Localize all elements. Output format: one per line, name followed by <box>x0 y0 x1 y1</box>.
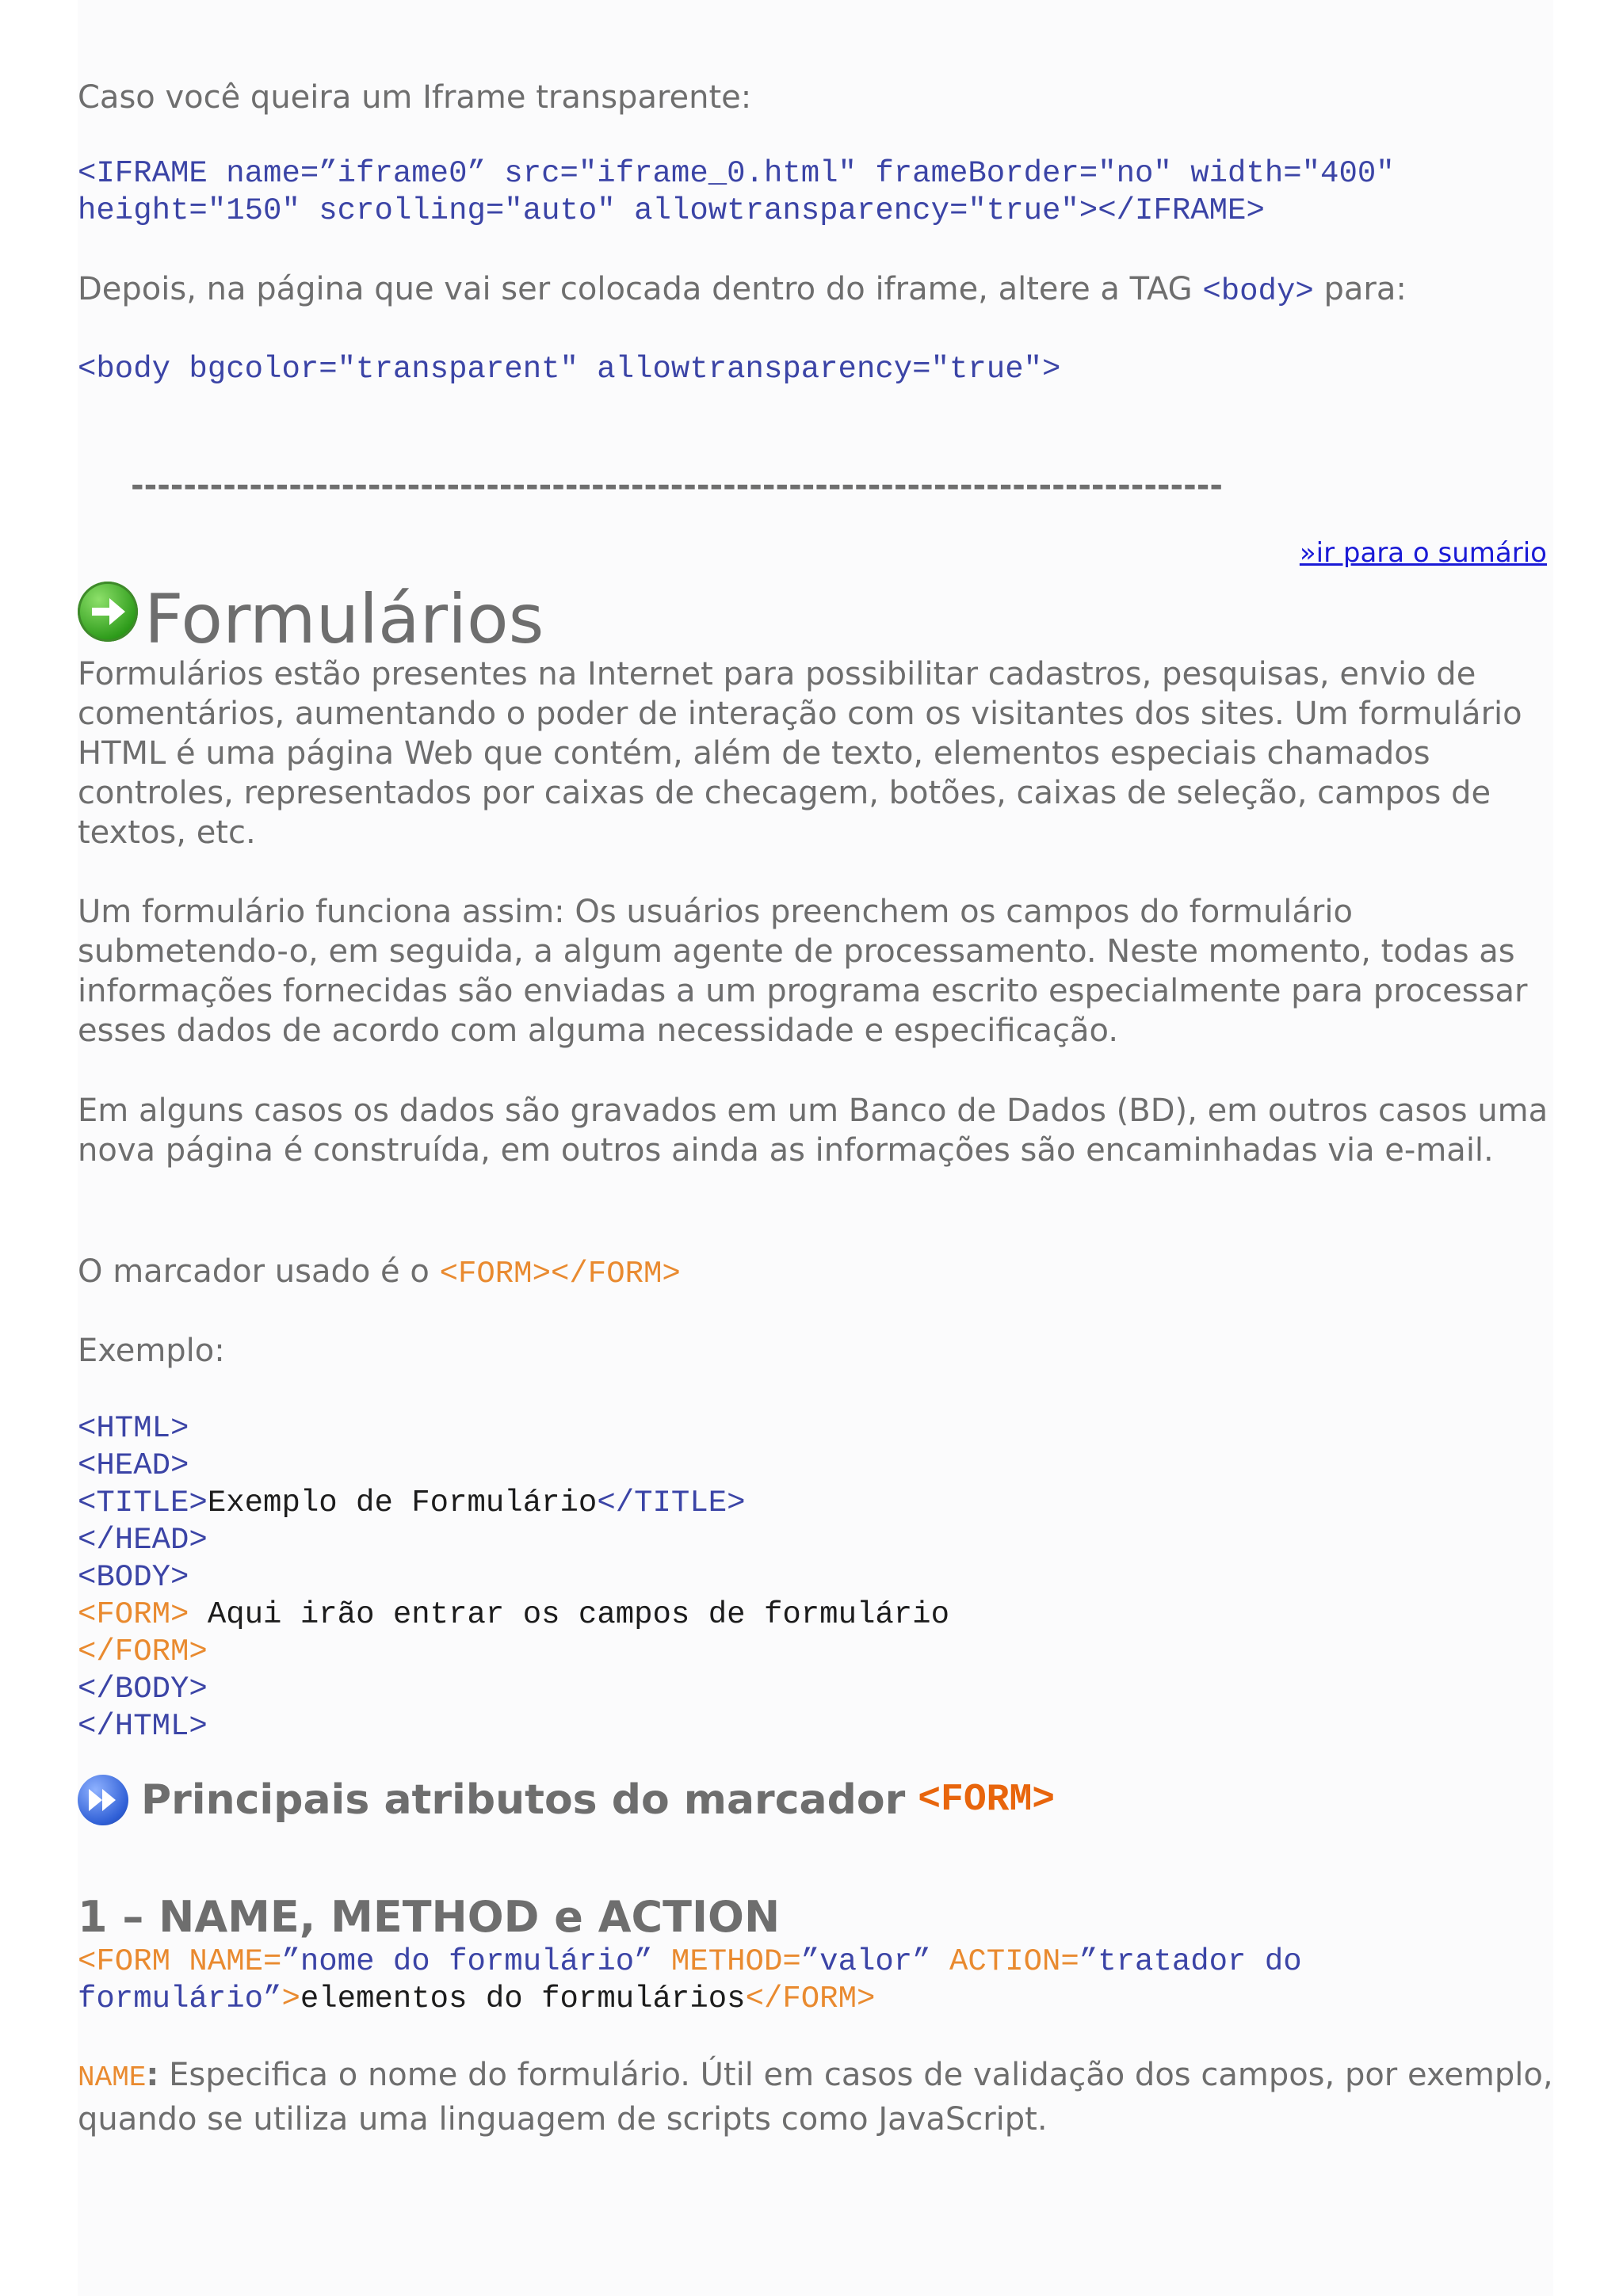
code-form-close: </FORM> <box>78 1634 208 1669</box>
paragraph-data-storage: Em alguns casos os dados são gravados em um Banco de Dados (BD), em outros casos uma nova página é construída, em outros ainda as informações são encaminhadas via e-mail. <box>78 1093 1549 1169</box>
body-tag-instruction <box>78 269 1560 311</box>
code-form-elements-text: elementos do formulários <box>300 1981 746 2016</box>
summary-link[interactable]: »ir para o sumário <box>1299 537 1547 569</box>
code-method-attr: METHOD= <box>652 1944 801 1979</box>
green-arrow-icon <box>78 582 138 642</box>
section2-heading <box>78 1775 1055 1825</box>
section-heading <box>78 572 544 659</box>
page-title: Formulários <box>144 580 544 659</box>
code-body-open: <BODY> <box>78 1560 189 1595</box>
name-colon: : <box>146 2057 159 2093</box>
example-label: Exemplo: <box>78 1333 225 1369</box>
name-attribute-description <box>78 2054 1560 2140</box>
code-title-open: <TITLE> <box>78 1486 208 1520</box>
code-gt: > <box>281 1981 300 2016</box>
form-tag-code: <FORM></FORM> <box>439 1257 681 1291</box>
code-action-value: ”tratador do <box>1079 1944 1302 1979</box>
instruction-suffix: para: <box>1313 271 1407 307</box>
name-description-text: Especifica o nome do formulário. Útil em casos de validação dos campos, por exemplo, quando se utiliza uma linguagem de scripts como JavaScript. <box>78 2057 1553 2138</box>
code-method-value: ”valor” <box>800 1944 931 1979</box>
code-form-name-attr: <FORM NAME= <box>78 1944 282 1979</box>
code-form-text: Aqui irão entrar os campos de formulário <box>189 1597 949 1632</box>
iframe-code-block <box>78 155 1560 230</box>
paragraph-how-it-works: Um formulário funciona assim: Os usuários preenchem os campos do formulário submetendo-o, em seguida, a algum agente de processamento. Neste momento, todas as informações fornecidas são enviadas a um programa escrito especialmente para processar esses dados de acordo com alguma necessidade e especificação. <box>78 894 1528 1049</box>
name-term: NAME <box>78 2061 147 2094</box>
example-code-block <box>78 1410 1560 1745</box>
code-html-open: <HTML> <box>78 1411 189 1446</box>
instruction-text: Depois, na página que vai ser colocada dentro do iframe, altere a TAG <box>78 271 1203 307</box>
code-form-close-tag: </FORM> <box>745 1981 876 2016</box>
form-attributes-code <box>78 1943 1560 2018</box>
code-name-value: ”nome do formulário” <box>281 1944 653 1979</box>
body-tag-code: <body> <box>1202 274 1314 309</box>
marker-text: O marcador usado é o <box>78 1253 440 1290</box>
code-title-text: Exemplo de Formulário <box>207 1486 598 1520</box>
section2-title: Principais atributos do marcador <box>141 1776 906 1824</box>
code-action-attr: ACTION= <box>930 1944 1079 1979</box>
body-code-line: <body bgcolor="transparent" allowtransparency="true"> <box>78 352 1061 387</box>
code-body-close: </BODY> <box>78 1672 208 1707</box>
subsection-title: 1 – NAME, METHOD e ACTION <box>78 1892 781 1942</box>
code-html-close: </HTML> <box>78 1709 208 1744</box>
marker-line <box>78 1252 1560 1294</box>
code-head-close: </HEAD> <box>78 1523 208 1558</box>
paragraph-intro: Formulários estão presentes na Internet para possibilitar cadastros, pesquisas, envio de comentários, aumentando o poder de interação com os visitantes dos sites. Um formulário HTML é uma página Web que contém, além de texto, elementos especiais chamados controles, representados por caixas de checagem, botões, caixas de seleção, campos de textos, etc. <box>78 656 1522 851</box>
code-form-open: <FORM> <box>78 1597 189 1632</box>
code-action-value-cont: formulário” <box>78 1981 282 2016</box>
iframe-intro-text: Caso você queira um Iframe transparente: <box>78 79 752 116</box>
code-head-open: <HEAD> <box>78 1448 189 1483</box>
iframe-code-line1: <IFRAME name=”iframe0” src="iframe_0.html" frameBorder="no" width="400" <box>78 156 1395 191</box>
code-title-close: </TITLE> <box>597 1486 746 1520</box>
separator-line: ----------------------------------------------------------------------------------- <box>131 467 1223 504</box>
section2-tag: <FORM> <box>918 1779 1056 1821</box>
blue-forward-icon <box>78 1775 128 1825</box>
iframe-code-line2: height="150" scrolling="auto" allowtransparency="true"></IFRAME> <box>78 193 1265 228</box>
